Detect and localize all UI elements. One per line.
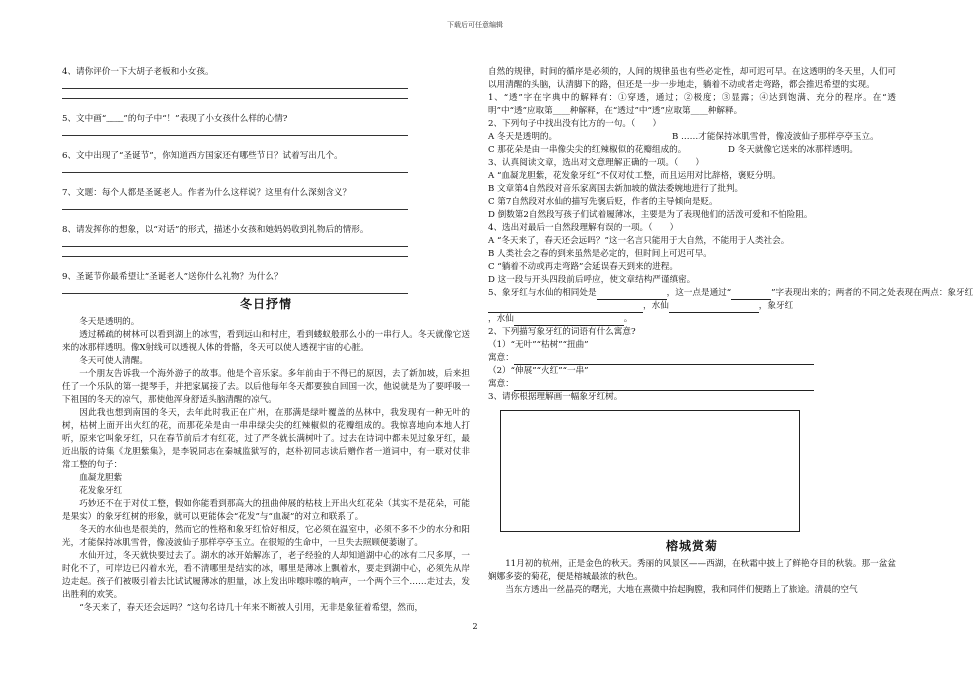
- question-8: 8、请发挥你的想象，以“对话”的形式，描述小女孩和她妈妈收到礼物后的情形。: [62, 225, 369, 235]
- q5-part: ，这一点是通过“: [666, 288, 732, 298]
- option-b: B 人类社会之春的到来虽然是必定的，但时间上可迟可早。: [488, 249, 712, 259]
- option-a: A “血凝龙胆紫，花发象牙红”不仅对仗工整，而且运用对比辞格，褒贬分明。: [488, 171, 781, 181]
- paragraph: 一个朋友告诉我一个海外游子的故事。他是个音乐家。多年前由于不得已的原因，去了新加坡，后来担任了一个乐队的第一提琴手，并把家属接了去。以后他每年冬天都要独自回国一次，他说就是为了要呼吸一下祖国的冬天的凉气，那使他浑身舒适头脑清醒的凉气。: [62, 369, 470, 405]
- q5-part: ，水仙: [643, 301, 669, 311]
- paragraph: 水仙开过，冬天就快要过去了。湖水的冰开始解冻了，老子经验的人却知道湖中心的冰有二尺多厚，一时化不了，可岸边已闪着水光，看不清哪里是结实的冰，哪里是薄冰上飘着水，要走到湖中心，必须先从岸边走起。孩子们被吸引着去比试试履薄冰的胆量，冰上发出咔嚓咔嚓的响声，一个两个三个……走过去，发出胜利的欢笑。: [62, 551, 470, 600]
- answer-line: [62, 237, 408, 247]
- paragraph: 11月初的杭州，正是金色的秋天。秀丽的风景区——西湖，在秋霜中披上了鲜艳夺目的秋装。那一盆盆娴娜多姿的菊花，便是榕城最浓的秋色。: [488, 559, 896, 582]
- fill-blank: [514, 316, 624, 326]
- option-d: D 冬天就像它送来的冰那样透明。: [728, 145, 858, 155]
- page-number: 2: [472, 622, 478, 631]
- left-column: [62, 66, 470, 615]
- q5-part: ，水仙: [488, 314, 514, 324]
- option-b: B ……才能保持冰肌雪骨，像凌波仙子那样亭亭玉立。: [672, 132, 879, 142]
- page-header: 下载后可任意编辑: [447, 21, 503, 29]
- paragraph: 巧妙还不在于对仗工整，假如你能看到那高大的扭曲伸展的枯枝上开出火红花朵（其实不是花朵，可能是果实）的象牙红树的形象，就可以更能体会“花发”与“血凝”的对立和联系了。: [62, 499, 470, 522]
- fill-blank: [514, 355, 814, 365]
- option-b: B 文章第4自然段对音乐家离国去新加坡的做法委婉地进行了批判。: [488, 184, 744, 194]
- meaning-label: 寓意：: [488, 353, 514, 363]
- q2-item-2: （2）“伸展”“火红”“一串”: [488, 366, 589, 376]
- option-c: C “躺着不动或再走弯路”会延误春天到来的进程。: [488, 262, 678, 272]
- answer-line: [62, 79, 408, 89]
- poem-line: 血凝龙胆紫: [79, 473, 123, 483]
- option-d: D 这一段与开头四段前后呼应，使文章结构严谨缜密。: [488, 275, 696, 285]
- paragraph: 冬天是透明的。: [79, 317, 140, 327]
- question-1: 1、“透”字在字典中的解释有：①穿透，通过；②极度；③显露；④达到饱满、充分的程序。在“透明”中“透”应取第____种解释，在“透过”中“透”应取第____种解释。: [488, 93, 896, 116]
- right-column: [488, 66, 973, 597]
- meaning-label: 寓意：: [488, 379, 514, 389]
- paragraph: “冬天来了，春天还会远吗？”这句名诗几十年来不断被人引用，无非是象征着希望，然而，: [79, 603, 424, 613]
- question-5-continued: [488, 313, 896, 326]
- question-5-continued: [488, 300, 896, 313]
- fill-blank: [731, 290, 771, 300]
- q2-meaning-2: [488, 378, 896, 391]
- q2-item-1: （1）“无叶”“枯树”“扭曲”: [488, 340, 589, 350]
- option-row: [488, 131, 896, 144]
- question-4: 4、选出对最后一自然段理解有误的一项。（ ）: [488, 223, 679, 233]
- option-d: D 倒数第2自然段写孩子们试着履薄冰，主要是为了表现他们的活泼可爱和不怕险阻。: [488, 210, 813, 220]
- q3-draw: 3、请你根据理解画一幅象牙红树。: [488, 392, 623, 402]
- question-4: 4、请你评价一下大胡子老板和小女孩。: [62, 67, 214, 77]
- paragraph: 自然的规律，时间的循序是必须的，人间的规律虽也有些必定性，却可迟可早。在这透明的冬天里，人们可以用清醒的头脑，认清脚下的路，但还是一步一步地走，躺着不动或者走弯路，都会推迟希望的实现。: [488, 67, 896, 90]
- q5-part: 5、象牙红与水仙的相同处是: [488, 288, 597, 298]
- question-9: 9、圣诞节你最希望让“圣诞老人”送你什么礼物？为什么？: [62, 272, 283, 282]
- q5-part: ”字表现出来的；两者的不同之处表现在两点：象牙红: [771, 288, 973, 298]
- fill-blank: [669, 303, 759, 313]
- question-7: 7、文题：每个人都是圣诞老人。作者为什么这样说？这里有什么深刻含义？: [62, 188, 352, 198]
- answer-line: [62, 126, 408, 136]
- option-a: A “冬天来了，春天还会远吗？”这一名言只能用于大自然，不能用于人类社会。: [488, 236, 790, 246]
- q5-part: 。: [623, 314, 633, 324]
- question-6: 6、文中出现了“圣诞节”，你知道西方国家还有哪些节日？试着写出几个。: [62, 151, 343, 161]
- answer-line: [62, 200, 408, 210]
- answer-line: [62, 163, 408, 173]
- option-row: [488, 144, 896, 157]
- answer-line: [62, 247, 408, 257]
- answer-line: [62, 284, 408, 294]
- q5-part: ，象牙红: [758, 301, 794, 311]
- paragraph: 因此我也想到南国的冬天，去年此时我正在广州，在那满是绿叶覆盖的丛林中，我发现有一种无叶的树，枯树上面开出火红的花，而那花朵是由一串串绿尖尖的红辣椒似的花瓣组成的。我惊喜地向本地人打听，原来它叫象牙红，只在春节前后才有红花，过了严冬就长满树叶了。过去在诗词中都未见过象牙红，最近出版的诗集《龙胆紫集》，是李锐同志在秦城监狱写的，赵朴初同志读后赠作者一道词中，有一联对仗非常工整的句子：: [62, 408, 470, 470]
- fill-blank: [597, 290, 667, 300]
- paragraph: 当东方透出一丝晶亮的曙光，大地在熹微中抬起胸膛，我和同伴们便踏上了旅途。清晨的空气: [505, 585, 858, 595]
- q2-stem: 2、下列描写象牙红的词语有什么寓意?: [488, 327, 636, 337]
- answer-line: [62, 89, 408, 99]
- question-2: 2、下列句子中找出没有比方的一句。（ ）: [488, 119, 662, 129]
- paragraph: 冬天的水仙也是很美的，然而它的性格和象牙红恰好相反，它必须在温室中，必须不多不少的水分和阳光，才能保持冰肌雪骨，像凌波仙子那样亭亭玉立。在很短的生命中，一旦失去照顾便萎谢了。: [62, 525, 470, 548]
- fill-blank: [514, 381, 814, 391]
- drawing-box: [500, 410, 800, 532]
- paragraph: 透过稀疏的树林可以看到湖上的冰雪，看到远山和村庄，看到蝼蚁般那么小的一串行人。冬天就像它送来的冰那样透明。像X射线可以透视人体的骨骼，冬天可以使人透视宇宙的心脏。: [62, 330, 470, 353]
- option-c: C 那花朵是由一串像尖尖的红辣椒似的花瓣组成的。: [488, 145, 687, 155]
- question-5: [488, 287, 973, 300]
- poem-line: 花发象牙红: [79, 486, 123, 496]
- article-title-2: 榕城赏菊: [665, 539, 718, 553]
- option-a: A 冬天是透明的。: [488, 132, 558, 142]
- option-c: C 第7自然段对水仙的描写先褒后贬，作者的主导倾向是贬。: [488, 197, 718, 207]
- question-3: 3、认真阅读文章，选出对文意理解正确的一项。（ ）: [488, 158, 705, 168]
- q2-meaning-1: [488, 352, 896, 365]
- article-title: 冬日抒情: [239, 297, 292, 311]
- question-5: 5、文中画“﹏﹏”的句子中“！”表现了小女孩什么样的心情?: [62, 114, 288, 124]
- paragraph: 冬天可使人清醒。: [79, 356, 148, 366]
- fill-blank: [488, 303, 643, 313]
